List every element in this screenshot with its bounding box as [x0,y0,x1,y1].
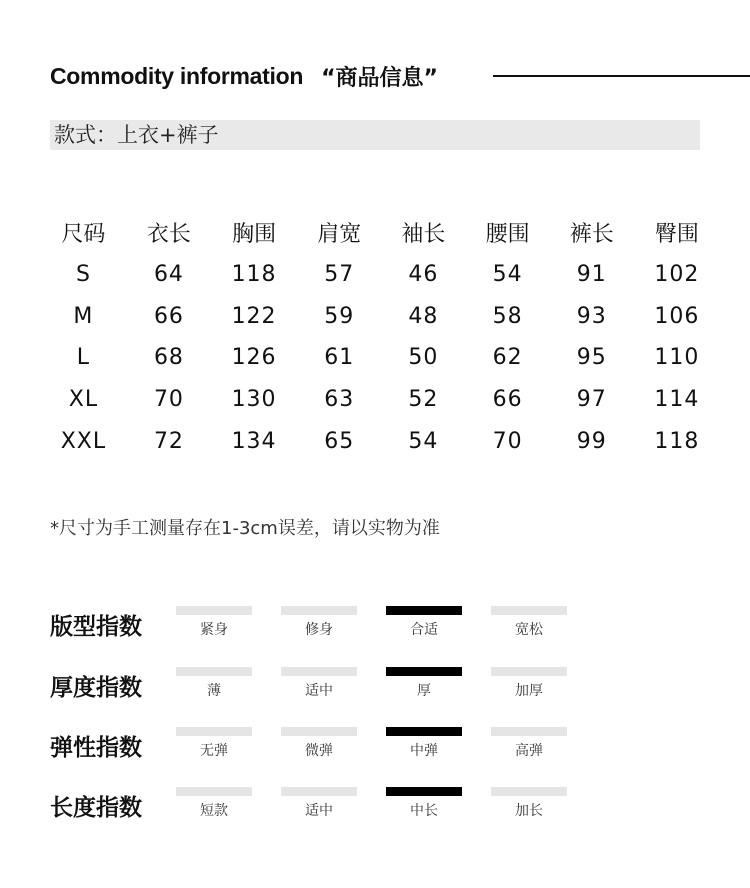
table-cell: 59 [324,303,355,329]
index-row-length [50,787,650,827]
index-bar [176,787,252,796]
index-option-label: 紧身 [200,622,228,638]
index-option-label: 无弹 [200,743,228,759]
index-option [386,606,462,639]
col-header-sleeve: 袖长 [401,221,446,247]
index-option [491,606,567,639]
table-cell: 70 [153,387,184,413]
table-cell: L [76,345,91,371]
index-bar [176,606,252,615]
table-cell: 106 [654,303,700,329]
index-option [386,727,462,760]
col-header-chest: 胸围 [232,221,277,247]
index-bar [386,727,462,736]
index-option-label: 微弹 [305,743,333,759]
index-option [176,787,252,820]
col-header-size: 尺码 [61,221,106,247]
index-option-label: 适中 [305,803,333,819]
table-cell: 126 [231,345,277,371]
col-header-pants-length: 裤长 [569,221,614,247]
measurement-note: *尺寸为手工测量存在1-3cm误差，请以实物为准 [50,518,440,539]
index-label: 厚度指数 [50,675,142,701]
index-option-label: 加厚 [515,683,543,699]
table-cell: 91 [576,262,607,288]
index-bar [386,667,462,676]
table-cell: 58 [492,303,523,329]
index-bar [386,606,462,615]
style-bar [50,120,700,150]
table-cell: 134 [231,428,277,454]
table-cell: 66 [153,303,184,329]
header-title-cn: “商品信息” [321,65,439,91]
table-cell: 130 [231,387,277,413]
col-header-length: 衣长 [146,221,191,247]
index-option-label: 短款 [200,803,228,819]
index-bar [176,667,252,676]
table-cell: 118 [654,428,700,454]
index-option-label: 适中 [305,683,333,699]
index-option [386,787,462,820]
index-bar [281,787,357,796]
table-cell: M [73,303,94,329]
table-cell: 54 [492,262,523,288]
index-row-thickness [50,667,650,707]
table-cell: 48 [408,303,439,329]
index-option-label: 中长 [410,803,438,819]
col-header-hip: 臀围 [654,221,699,247]
index-option [176,727,252,760]
table-row [40,379,720,421]
table-cell: 70 [492,428,523,454]
index-bar [281,667,357,676]
index-option-label: 厚 [417,683,431,699]
table-cell: 65 [324,428,355,454]
index-label: 长度指数 [50,795,142,821]
table-cell: S [75,262,91,288]
table-cell: 68 [153,345,184,371]
index-bar [491,787,567,796]
table-cell: 102 [654,262,700,288]
header-divider [493,75,750,77]
size-table-header-row [40,210,720,254]
table-cell: 46 [408,262,439,288]
index-option-label: 修身 [305,622,333,638]
table-row [40,420,720,462]
table-cell: 52 [408,387,439,413]
index-bar [281,727,357,736]
index-bar [491,667,567,676]
header-title-en: Commodity information [50,62,304,89]
table-cell: 50 [408,345,439,371]
table-cell: XL [68,387,99,413]
table-cell: 95 [576,345,607,371]
table-cell: 122 [231,303,277,329]
index-option [281,787,357,820]
table-cell: 54 [408,428,439,454]
table-cell: 114 [654,387,700,413]
index-option-label: 宽松 [515,622,543,638]
table-cell: 57 [324,262,355,288]
table-row [40,254,720,296]
index-bar [176,727,252,736]
index-option [491,787,567,820]
table-cell: 72 [153,428,184,454]
index-row-fit [50,606,650,646]
table-cell: 62 [492,345,523,371]
table-cell: 66 [492,387,523,413]
index-option-label: 高弹 [515,743,543,759]
index-bar [281,606,357,615]
index-option-label: 合适 [410,622,438,638]
index-bar [491,606,567,615]
index-option-label: 中弹 [410,743,438,759]
index-option [491,667,567,700]
table-cell: 63 [324,387,355,413]
section-header [50,58,438,94]
index-option [281,667,357,700]
index-option [176,606,252,639]
table-cell: 118 [231,262,277,288]
style-text: 款式：上衣+裤子 [54,123,219,147]
table-cell: 93 [576,303,607,329]
index-option [386,667,462,700]
table-cell: 99 [576,428,607,454]
index-option-label: 加长 [515,803,543,819]
index-option [281,727,357,760]
table-row [40,296,720,338]
table-cell: XXL [60,428,107,454]
index-option [176,667,252,700]
table-row [40,337,720,379]
index-row-elasticity [50,727,650,767]
table-cell: 110 [654,345,700,371]
col-header-shoulder: 肩宽 [317,221,362,247]
index-option [491,727,567,760]
index-bar [386,787,462,796]
index-option [281,606,357,639]
table-cell: 97 [576,387,607,413]
index-label: 版型指数 [50,614,142,640]
table-cell: 61 [324,345,355,371]
col-header-waist: 腰围 [485,221,530,247]
index-option-label: 薄 [207,683,221,699]
size-table [40,210,720,462]
table-cell: 64 [153,262,184,288]
index-label: 弹性指数 [50,735,142,761]
index-bar [491,727,567,736]
